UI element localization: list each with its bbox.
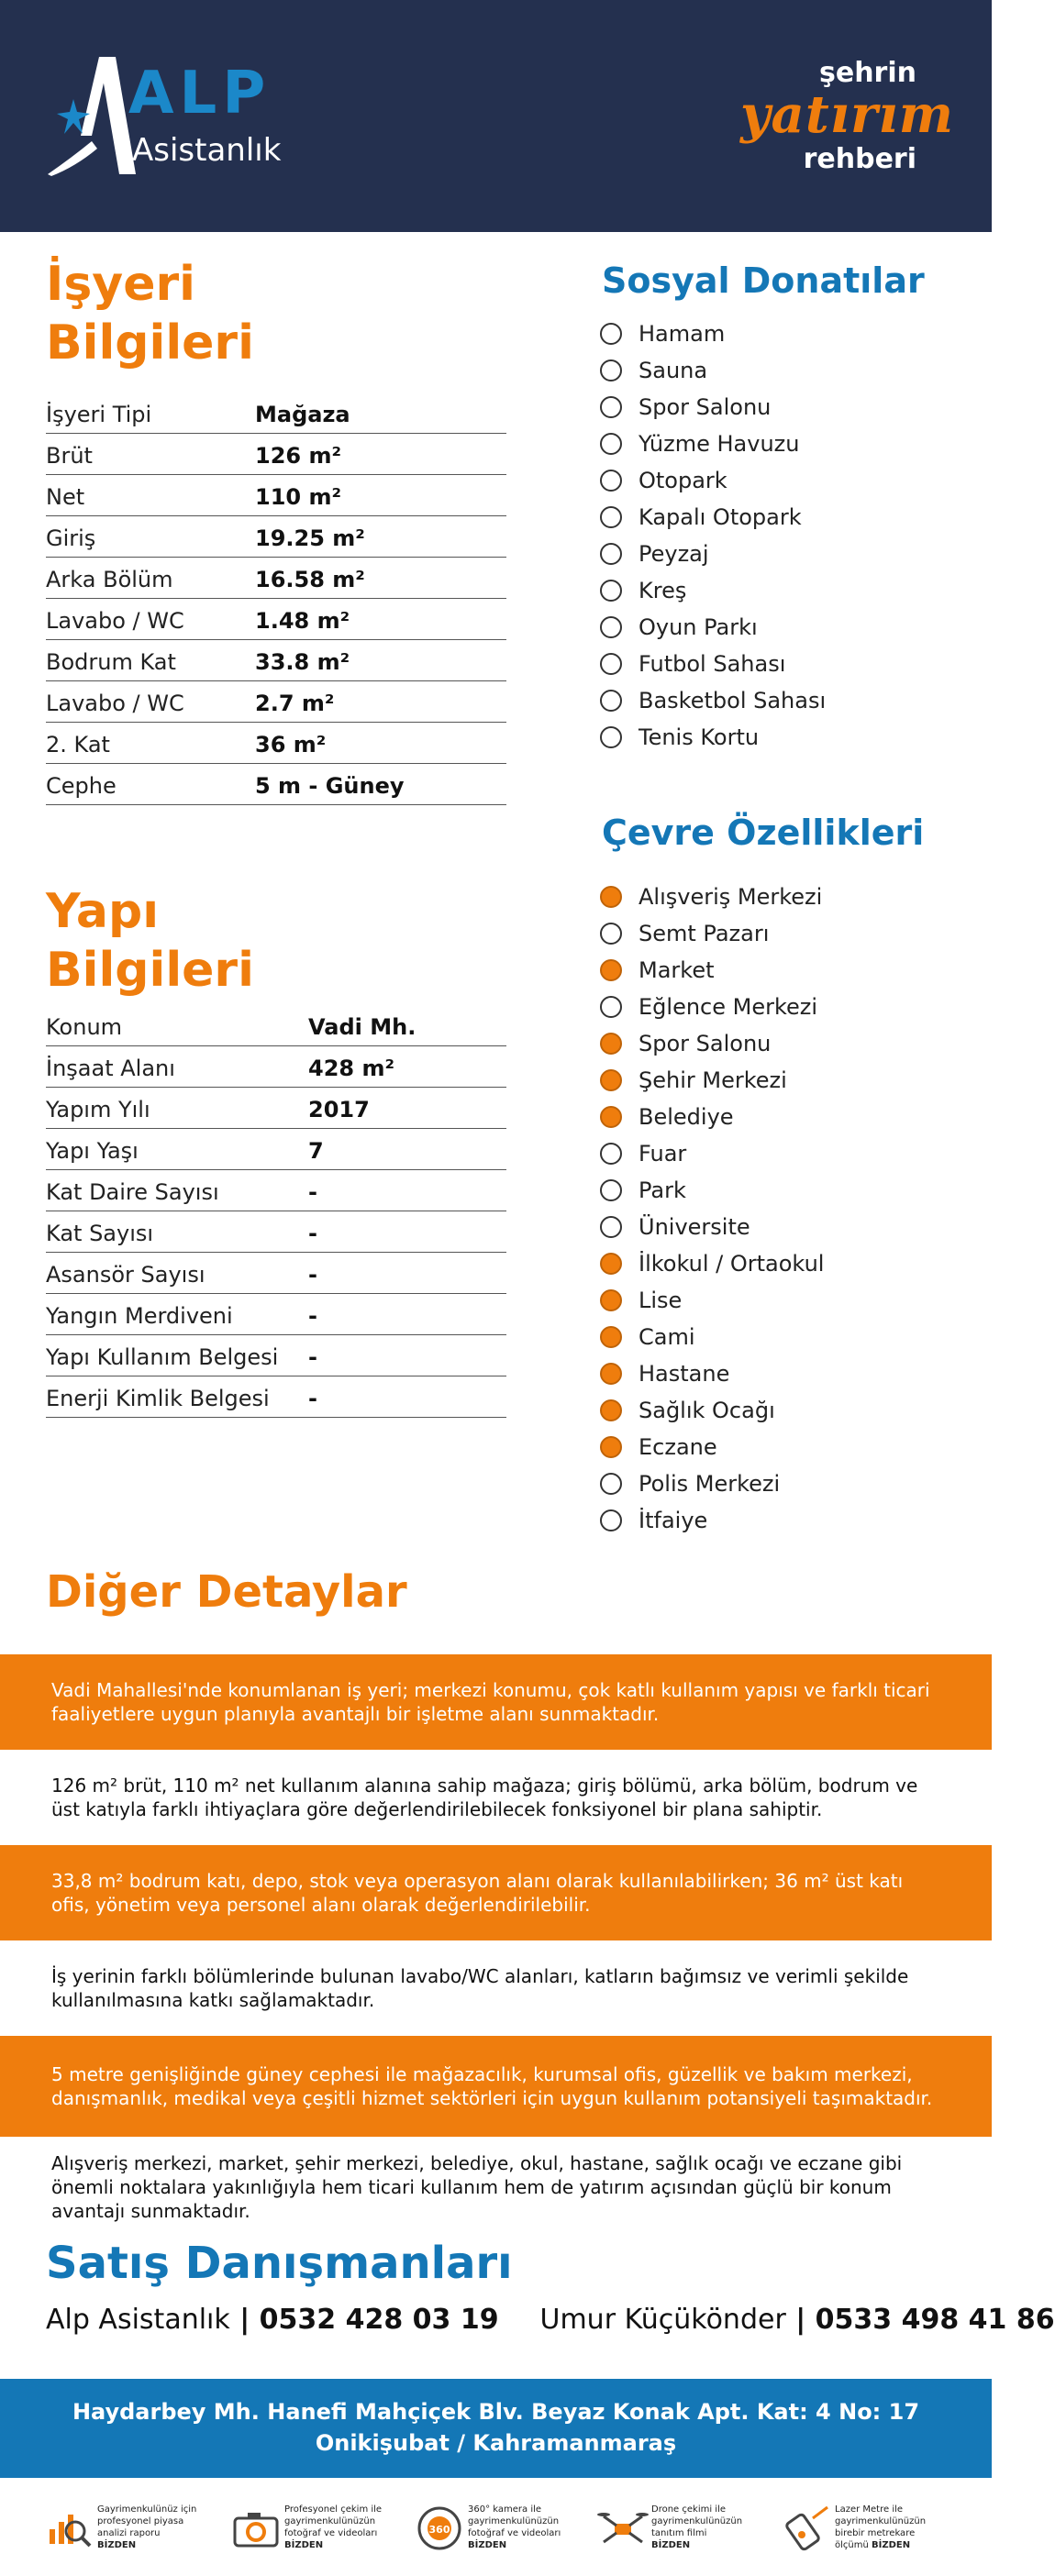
slogan-line-3: rehberi xyxy=(803,143,916,175)
row-label: Konum xyxy=(46,1014,123,1040)
isyeri-title-line-1: İşyeri xyxy=(46,257,195,312)
service-line: 360° kamera ile xyxy=(468,2504,542,2515)
table-row xyxy=(46,1046,506,1088)
list-item-label: Park xyxy=(639,1177,686,1203)
row-label: Bodrum Kat xyxy=(46,649,176,675)
service-bold: BİZDEN xyxy=(97,2540,137,2550)
isyeri-table xyxy=(46,392,506,805)
list-item-label: Futbol Sahası xyxy=(639,651,786,677)
alp-logo-a-icon xyxy=(44,57,136,176)
row-value: 2.7 m² xyxy=(255,691,335,716)
yapi-title-line-2: Bilgileri xyxy=(46,943,254,998)
yapi-table xyxy=(46,1005,506,1418)
list-item xyxy=(600,1465,824,1502)
checked-circle-icon xyxy=(600,1289,622,1311)
detail-paragraph xyxy=(0,2137,992,2238)
cevre-title: Çevre Özellikleri xyxy=(602,813,925,853)
list-item xyxy=(600,1502,824,1539)
empty-circle-icon xyxy=(600,543,622,565)
svg-text:360: 360 xyxy=(428,2524,450,2536)
sosyal-list xyxy=(600,315,826,756)
list-item xyxy=(600,426,826,462)
table-row xyxy=(46,1088,506,1129)
list-item xyxy=(600,572,826,609)
empty-circle-icon xyxy=(600,923,622,945)
row-value: 110 m² xyxy=(255,484,341,510)
row-value: 1.48 m² xyxy=(255,608,350,634)
service-line: gayrimenkulünüzün xyxy=(284,2516,376,2526)
list-item-label: Belediye xyxy=(639,1104,734,1130)
detail-paragraph xyxy=(0,1940,992,2036)
sosyal-title: Sosyal Donatılar xyxy=(602,260,925,301)
list-item-label: Spor Salonu xyxy=(639,394,772,420)
checked-circle-icon xyxy=(600,1106,622,1128)
list-item xyxy=(600,352,826,389)
table-row xyxy=(46,516,506,558)
alp-logo xyxy=(44,57,338,176)
row-value: 428 m² xyxy=(308,1056,394,1081)
empty-circle-icon xyxy=(600,653,622,675)
service-bold: BİZDEN xyxy=(284,2540,324,2550)
satis-title: Satış Danışmanları xyxy=(46,2238,513,2289)
list-item xyxy=(600,609,826,646)
contact-line xyxy=(46,2304,1055,2336)
row-label: Cephe xyxy=(46,773,117,799)
service-line: Lazer Metre ile xyxy=(835,2504,904,2515)
list-item xyxy=(600,1282,824,1319)
list-item-label: Kreş xyxy=(639,578,687,603)
list-item xyxy=(600,646,826,682)
detail-paragraph xyxy=(0,1750,992,1845)
list-item xyxy=(600,1062,824,1099)
row-label: İnşaat Alanı xyxy=(46,1056,175,1081)
service-text xyxy=(97,2504,226,2551)
list-item-label: Cami xyxy=(639,1324,695,1350)
row-value: Mağaza xyxy=(255,402,350,427)
table-row xyxy=(46,1211,506,1253)
row-value: 7 xyxy=(308,1138,324,1164)
list-item-label: Eğlence Merkezi xyxy=(639,994,818,1020)
detail-paragraph xyxy=(0,1845,992,1940)
logo-subtitle: Asistanlık xyxy=(132,132,282,169)
checked-circle-icon xyxy=(600,1436,622,1458)
checked-circle-icon xyxy=(600,886,622,908)
table-row xyxy=(46,1376,506,1418)
service-text xyxy=(468,2504,596,2551)
empty-circle-icon xyxy=(600,726,622,748)
isyeri-title-line-2: Bilgileri xyxy=(46,315,254,370)
list-item-label: Hamam xyxy=(639,321,726,347)
service-line: tanıtım filmi xyxy=(651,2528,707,2538)
list-item xyxy=(600,462,826,499)
contact-1-name: Alp Asistanlık xyxy=(46,2304,230,2336)
services-strip xyxy=(0,2494,992,2568)
service-item xyxy=(413,2494,596,2568)
list-item-label: Otopark xyxy=(639,468,727,493)
row-value: Vadi Mh. xyxy=(308,1014,416,1040)
detail-text: İş yerinin farklı bölümlerinde bulunan lavabo/WC alanları, katların bağımsız ve verimli şekilde kullanılmasına katkı sağlamaktadır. xyxy=(51,1965,909,2011)
slogan-line-2: yatırım xyxy=(740,84,954,145)
row-value: - xyxy=(308,1303,317,1329)
checked-circle-icon xyxy=(600,1069,622,1091)
row-value: - xyxy=(308,1179,317,1205)
row-value: 16.58 m² xyxy=(255,567,365,592)
row-value: 33.8 m² xyxy=(255,649,350,675)
address-line-1: Haydarbey Mh. Hanefi Mahçiçek Blv. Beyaz Konak Apt. Kat: 4 No: 17 xyxy=(72,2399,920,2425)
row-value: - xyxy=(308,1344,317,1370)
table-row xyxy=(46,1253,506,1294)
row-label: İşyeri Tipi xyxy=(46,402,152,427)
list-item-label: Alışveriş Merkezi xyxy=(639,884,823,910)
service-text xyxy=(835,2504,963,2551)
contact-separator: | xyxy=(239,2304,250,2336)
logo-name: ALP xyxy=(128,60,272,127)
list-item xyxy=(600,536,826,572)
isyeri-title xyxy=(46,255,254,372)
table-row xyxy=(46,1129,506,1170)
list-item xyxy=(600,1355,824,1392)
list-item xyxy=(600,989,824,1025)
list-item xyxy=(600,1392,824,1429)
empty-circle-icon xyxy=(600,1473,622,1495)
service-line: birebir metrekare xyxy=(835,2528,916,2538)
service-text xyxy=(651,2504,780,2551)
checked-circle-icon xyxy=(600,1399,622,1421)
list-item-label: Fuar xyxy=(639,1141,687,1166)
table-row xyxy=(46,764,506,805)
camera-360-icon xyxy=(413,2502,466,2555)
row-label: Arka Bölüm xyxy=(46,567,173,592)
list-item xyxy=(600,1135,824,1172)
service-line: fotoğraf ve videoları xyxy=(284,2528,378,2538)
empty-circle-icon xyxy=(600,396,622,418)
slogan xyxy=(740,57,954,185)
list-item-label: İlkokul / Ortaokul xyxy=(639,1251,825,1277)
empty-circle-icon xyxy=(600,1179,622,1201)
empty-circle-icon xyxy=(600,1143,622,1165)
list-item xyxy=(600,952,824,989)
row-value: 19.25 m² xyxy=(255,525,365,551)
list-item-label: Hastane xyxy=(639,1361,730,1387)
contact-2-phone[interactable]: 0533 498 41 86 xyxy=(815,2304,1055,2336)
list-item xyxy=(600,1172,824,1209)
cevre-list xyxy=(600,879,824,1539)
detail-text: 126 m² brüt, 110 m² net kullanım alanına sahip mağaza; giriş bölümü, arka bölüm, bodrum ve üst katıyla farklı ihtiyaçlara göre değerlendirilebilecek fonksiyonel bir plana sahiptir. xyxy=(51,1774,918,1820)
detail-text: Alışveriş merkezi, market, şehir merkezi, belediye, okul, hastane, sağlık ocağı ve eczane gibi önemli noktalara yakınlığıyla hem ticari kullanım hem de yatırım açısından güçlü bir konum avantajı sunmaktadır. xyxy=(51,2152,903,2222)
table-row xyxy=(46,1170,506,1211)
list-item xyxy=(600,1429,824,1465)
empty-circle-icon xyxy=(600,996,622,1018)
row-label: Yangın Merdiveni xyxy=(46,1303,233,1329)
laser-meter-icon xyxy=(780,2502,833,2555)
service-line: Profesyonel çekim ile xyxy=(284,2504,383,2515)
row-label: Brüt xyxy=(46,443,93,469)
yapi-title-line-1: Yapı xyxy=(46,884,160,939)
row-label: Kat Sayısı xyxy=(46,1221,154,1246)
list-item-label: Basketbol Sahası xyxy=(639,688,827,713)
row-label: 2. Kat xyxy=(46,732,110,757)
service-line: profesyonel piyasa xyxy=(97,2516,184,2526)
checked-circle-icon xyxy=(600,1326,622,1348)
list-item xyxy=(600,1025,824,1062)
list-item xyxy=(600,315,826,352)
table-row xyxy=(46,681,506,723)
row-label: Asansör Sayısı xyxy=(46,1262,205,1288)
list-item-label: Eczane xyxy=(639,1434,717,1460)
list-item-label: Market xyxy=(639,957,715,983)
service-line: analizi raporu xyxy=(97,2528,161,2538)
empty-circle-icon xyxy=(600,616,622,638)
diger-title: Diğer Detaylar xyxy=(46,1566,407,1618)
contact-separator: | xyxy=(795,2304,806,2336)
service-line: gayrimenkulünüzün xyxy=(835,2516,927,2526)
analysis-icon xyxy=(42,2502,95,2555)
empty-circle-icon xyxy=(600,470,622,492)
table-row xyxy=(46,475,506,516)
empty-circle-icon xyxy=(600,506,622,528)
row-value: 126 m² xyxy=(255,443,341,469)
checked-circle-icon xyxy=(600,1363,622,1385)
row-label: Lavabo / WC xyxy=(46,608,184,634)
drone-icon xyxy=(596,2502,650,2555)
list-item-label: Şehir Merkezi xyxy=(639,1067,787,1093)
row-label: Giriş xyxy=(46,525,96,551)
table-row xyxy=(46,558,506,599)
table-row xyxy=(46,723,506,764)
list-item xyxy=(600,1209,824,1245)
service-line: gayrimenkulünüzün xyxy=(651,2516,743,2526)
empty-circle-icon xyxy=(600,1216,622,1238)
list-item-label: İtfaiye xyxy=(639,1508,708,1533)
detail-paragraph xyxy=(0,1654,992,1750)
row-label: Yapı Yaşı xyxy=(46,1138,139,1164)
row-value: 36 m² xyxy=(255,732,327,757)
list-item-label: Peyzaj xyxy=(639,541,709,567)
service-line: ölçümü xyxy=(835,2540,869,2550)
detail-text: 33,8 m² bodrum katı, depo, stok veya operasyon alanı olarak kullanılabilirken; 36 m² üst katı ofis, yönetim veya personel alanı olarak değerlendirilebilir. xyxy=(51,1870,904,1916)
checked-circle-icon xyxy=(600,1033,622,1055)
empty-circle-icon xyxy=(600,1509,622,1531)
list-item xyxy=(600,719,826,756)
address-line-2: Onikişubat / Kahramanmaraş xyxy=(315,2430,677,2456)
table-row xyxy=(46,640,506,681)
table-row xyxy=(46,599,506,640)
list-item-label: Semt Pazarı xyxy=(639,921,770,946)
list-item-label: Kapalı Otopark xyxy=(639,504,802,530)
row-label: Yapım Yılı xyxy=(46,1097,150,1122)
empty-circle-icon xyxy=(600,690,622,712)
camera-icon xyxy=(229,2502,283,2555)
table-row xyxy=(46,1005,506,1046)
service-bold: BİZDEN xyxy=(468,2540,507,2550)
list-item xyxy=(600,915,824,952)
empty-circle-icon xyxy=(600,433,622,455)
row-label: Net xyxy=(46,484,85,510)
list-item xyxy=(600,1245,824,1282)
list-item-label: Lise xyxy=(639,1288,683,1313)
list-item-label: Tenis Kortu xyxy=(639,724,760,750)
service-line: fotoğraf ve videoları xyxy=(468,2528,561,2538)
table-row xyxy=(46,1335,506,1376)
slogan-line-1: şehrin xyxy=(819,57,916,89)
list-item xyxy=(600,1099,824,1135)
row-value: - xyxy=(308,1221,317,1246)
row-value: 5 m - Güney xyxy=(255,773,405,799)
service-bold: BİZDEN xyxy=(872,2540,911,2550)
table-row xyxy=(46,392,506,434)
yapi-title xyxy=(46,882,254,1000)
detail-text: 5 metre genişliğinde güney cephesi ile mağazacılık, kurumsal ofis, güzellik ve bakım merkezi, danışmanlık, medikal veya çeşitli hizmet sektörleri için uygun kullanım potansiyeli taşımaktadır. xyxy=(51,2063,933,2109)
row-value: - xyxy=(308,1262,317,1288)
address-footer xyxy=(0,2379,992,2478)
empty-circle-icon xyxy=(600,323,622,345)
service-item xyxy=(596,2494,780,2568)
contact-2-name: Umur Küçükönder xyxy=(539,2304,786,2336)
row-label: Enerji Kimlik Belgesi xyxy=(46,1386,270,1411)
service-item xyxy=(780,2494,963,2568)
contact-1-phone[interactable]: 0532 428 03 19 xyxy=(259,2304,499,2336)
empty-circle-icon xyxy=(600,580,622,602)
service-line: gayrimenkulünüzün xyxy=(468,2516,560,2526)
row-value: 2017 xyxy=(308,1097,370,1122)
list-item-label: Polis Merkezi xyxy=(639,1471,781,1497)
table-row xyxy=(46,1294,506,1335)
service-item xyxy=(229,2494,413,2568)
service-item xyxy=(42,2494,226,2568)
checked-circle-icon xyxy=(600,959,622,981)
service-line: Gayrimenkulünüz için xyxy=(97,2504,197,2515)
list-item-label: Yüzme Havuzu xyxy=(639,431,800,457)
checked-circle-icon xyxy=(600,1253,622,1275)
list-item-label: Spor Salonu xyxy=(639,1031,772,1056)
list-item xyxy=(600,389,826,426)
row-label: Kat Daire Sayısı xyxy=(46,1179,219,1205)
list-item-label: Üniversite xyxy=(639,1214,750,1240)
service-bold: BİZDEN xyxy=(651,2540,691,2550)
list-item xyxy=(600,682,826,719)
list-item xyxy=(600,499,826,536)
list-item xyxy=(600,1319,824,1355)
service-text xyxy=(284,2504,413,2551)
list-item-label: Oyun Parkı xyxy=(639,614,758,640)
row-value: - xyxy=(308,1386,317,1411)
table-row xyxy=(46,434,506,475)
empty-circle-icon xyxy=(600,359,622,381)
service-line: Drone çekimi ile xyxy=(651,2504,727,2515)
list-item-label: Sauna xyxy=(639,358,708,383)
header-banner xyxy=(0,0,992,232)
detail-paragraph xyxy=(0,2036,992,2137)
list-item xyxy=(600,879,824,915)
row-label: Lavabo / WC xyxy=(46,691,184,716)
detail-text: Vadi Mahallesi'nde konumlanan iş yeri; merkezi konumu, çok katlı kullanım yapısı ve farklı ticari faaliyetlere uygun planıyla avantajlı bir işletme alanı sunmaktadır. xyxy=(51,1679,930,1725)
list-item-label: Sağlık Ocağı xyxy=(639,1398,775,1423)
row-label: Yapı Kullanım Belgesi xyxy=(46,1344,279,1370)
